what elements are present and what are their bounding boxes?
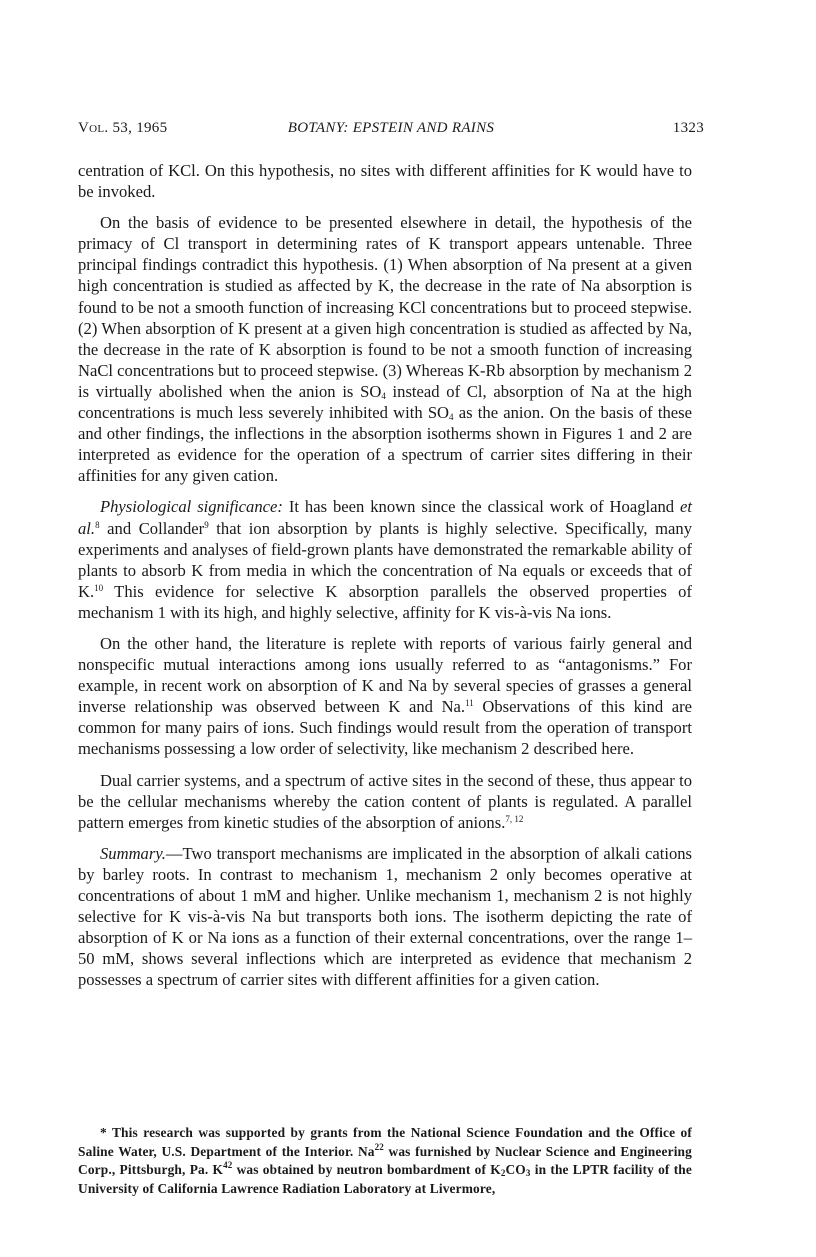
paragraph-text: Observations of this kind are common for many pairs of ions. Such findings would result from the operation of transport mechanisms possessing a low order of selectivity, like mechanism 2 described here. (78, 697, 692, 759)
reference-marker: 9 (204, 519, 209, 530)
paragraph-text: and Collander (99, 518, 205, 538)
paragraph-text: On the other hand, the literature is replete with reports of various fairly general and nonspecific mutual interactions among ions usually referred to as “antagonisms.” For example, in recent work on absorption of K and Na by several species of grasses a general inverse relationship was observed between K and Na. (78, 633, 692, 717)
footnote-text: CO (505, 1162, 526, 1178)
paragraph-text: This evidence for selective K absorption parallels the observed properties of mechanism 1 with its high, and highly selective, affinity for K vis-à-vis Na ions. (78, 581, 692, 622)
paragraph-text: instead of Cl, absorption of Na at the high concentrations is much less severely inhibited with SO (78, 381, 692, 423)
paragraph-hypothesis (78, 212, 692, 486)
paragraph-text: On the basis of evidence to be presented elsewhere in detail, the hypothesis of the primacy of Cl transport in determining rates of K transport appears untenable. Three principal findings contradict this hypothesis. (1) When absorption of Na present at a given high concentration is studied as affected by K, the decrease in the rate of Na absorption is found to be not a smooth function of increasing KCl concentrations but to proceed stepwise. (2) When absorption of K present at a given high concentration is studied as affected by Na, the decrease in the rate of K absorption is found to be not a smooth function of increasing NaCl concentrations but to proceed stepwise. (3) Whereas K-Rb absorption by mechanism 2 is virtually abolished when the anion is SO (78, 213, 692, 401)
footnote-text: * This research was supported by grants from the National Science Foundation and the Office of Saline Water, U.S. Department of the Interior. Na (78, 1125, 692, 1159)
paragraph-continued (78, 160, 692, 202)
paragraph-text: It has been known since the classical work of Hoagland (282, 497, 681, 517)
reference-marker: 7, 12 (505, 813, 524, 824)
paragraph-antagonisms (78, 633, 692, 760)
run-in-heading: Summary. (100, 843, 166, 863)
footnote-text: in the LPTR facility of the University of California Lawrence Radiation Laboratory at Livermore, (78, 1162, 692, 1196)
footnote-text: was obtained by neutron bombardment of K (232, 1162, 501, 1178)
paragraph-physiological-significance (78, 496, 692, 623)
italic-text: et al. (78, 497, 692, 538)
paragraph-text: —Two transport mechanisms are implicated in the absorption of alkali cations by barley roots. In contrast to mechanism 1, mechanism 2 only becomes operative at concentrations of about 1 mM and higher. Unlike mechanism 1, mechanism 2 is not highly selective for K vis-à-vis Na but transports both ions. The isotherm depicting the rate of absorption of K or Na ions as a function of their external concentrations, over the range 1–50 mM, shows several inflections which are interpreted as evidence that mechanism 2 possesses a spectrum of carrier sites with different affinities for a given cation. (78, 843, 692, 990)
run-in-heading: Physiological significance: (100, 497, 283, 517)
footnote-text: was furnished by Nuclear Science and Engineering Corp., Pittsburgh, Pa. K (78, 1143, 693, 1178)
running-header (78, 120, 704, 142)
footnote (78, 1124, 692, 1198)
subscript: 4 (381, 390, 386, 401)
running-title: BOTANY: EPSTEIN AND RAINS (287, 120, 495, 136)
subscript: 4 (449, 412, 454, 423)
reference-marker: 10 (94, 582, 104, 593)
isotope-superscript: 42 (223, 1160, 233, 1171)
paragraph-text: centration of KCl. On this hypothesis, no sites with different affinities for K would have to be invoked. (78, 161, 692, 202)
volume-label: Vol. 53, 1965 (78, 120, 168, 136)
paragraph-text: Dual carrier systems, and a spectrum of active sites in the second of these, thus appear to be the cellular mechanisms whereby the cation content of plants is regulated. A parallel pattern emerges from kinetic studies of the absorption of anions. (78, 770, 692, 832)
subscript: 2 (500, 1168, 506, 1179)
article-body (78, 160, 692, 1000)
paragraph-dual-carrier (78, 770, 692, 833)
paragraph-summary (78, 843, 692, 991)
reference-marker: 11 (465, 698, 474, 709)
paragraph-text: as the anion. On the basis of these and other findings, the inflections in the absorption isotherms shown in Figures 1 and 2 are interpreted as evidence for the operation of a spectrum of carrier sites differing in their affinities for any given cation. (78, 403, 692, 486)
reference-marker: 8 (95, 519, 100, 530)
subscript: 3 (525, 1168, 531, 1179)
paragraph-text: that ion absorption by plants is highly selective. Specifically, many experiments and analyses of field-grown plants have demonstrated the remarkable ability of plants to absorb K from media in which the concentration of Na equals or exceeds that of K. (78, 518, 692, 601)
page-number: 1323 (672, 120, 704, 136)
isotope-superscript: 22 (374, 1141, 384, 1152)
